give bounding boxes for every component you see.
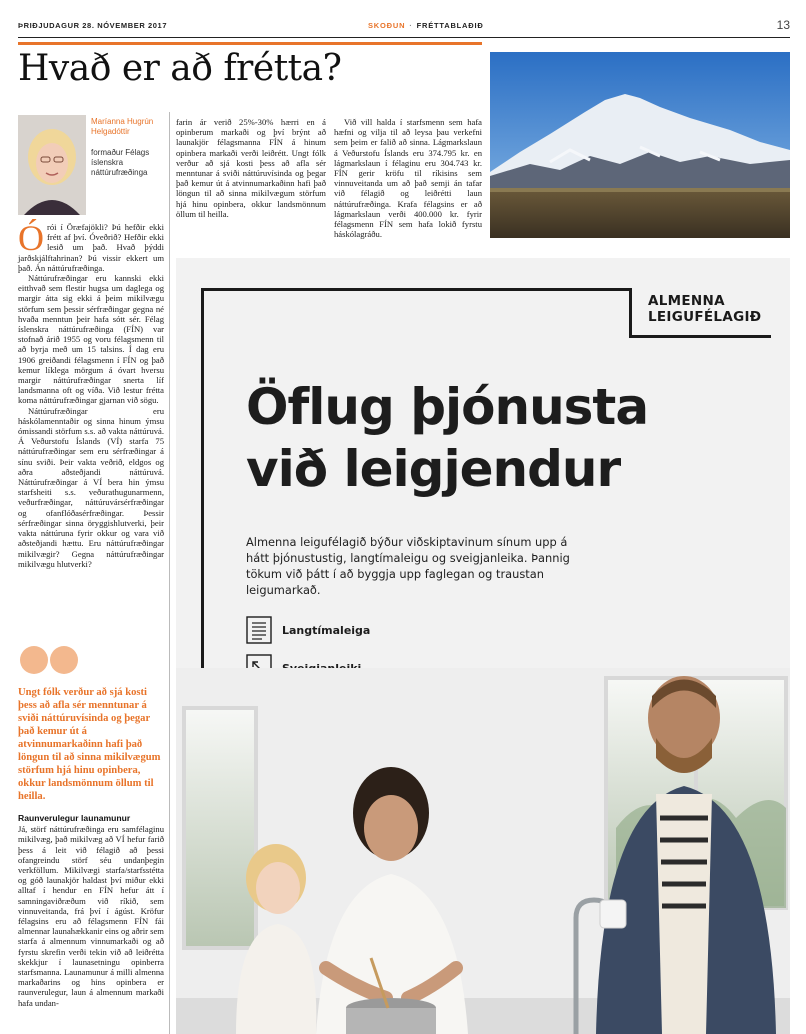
section-label — [368, 21, 484, 30]
paragraph: Við vill halda í starfsmenn sem hafa hæfni og vilja til að leysa þau verkefni sem þeim er falið að sinna. Lágmarkslaun á Veðurstofu Íslands eru 374.795 kr. en lágmarkslaun í félaginu eru 304.743 kr. FÍN gerir kröfu til ríkisins sem vinnuveitanda um að það semji án tafar við félagið og leiðrétti laun náttúrufræðinga. Krafa félagsins er að lágmarkslaun verði 400.000 kr. fyrir félagsmenn FÍN sem hafa lokið fyrstu háskólagráðu. — [334, 117, 482, 240]
subheading: Raunverulegur launamunur — [18, 813, 131, 823]
article-column-3 — [334, 117, 482, 239]
paragraph: Náttúrufræðingar eru háskólamenntaðir og sinna hinum ýmsu ómissandi störfum s.s. að vakta náttúruvá. Á Veðurstofu Íslands (VÍ) starfa 75 náttúrufræðingar sem eru sérfræðingar á sínu sviði. Þeir vakta veðrið, eldgos og aðra aðsteðjandi náttúruvá. Náttúrufræðingar á VÍ bera hin ýmsu starfsheiti s.s. veðurathugunarmenn, veðurfræðingar, náttúruvársérfræðingar og ofanflóðasérfræðingar. Þessir sérfræðingar sinna öryggishlutverki, þeir vakta náttúruna fyrir okkur og vara við aðsteðjandi hættu. Eru náttúrufræðingar mikilvægir? Gegna náttúrufræðingar mikilvægu hlutverki? — [18, 405, 164, 569]
section-separator: · — [409, 21, 413, 30]
author-role: formaður Félags íslenskra náttúrufræðinga — [91, 148, 150, 177]
paragraph: Náttúrufræðingar eru kannski ekki eitthvað sem flestir hugsa um daglega og margir átta sig ekki á þeim mikilvægu störfum sem þessir sérfræðingar gegna né hvaða menntun þeir hafa sótt sér. Félag íslenskra náttúrufræðinga (FÍN) var stofnað árið 1955 og voru félagsmenn til að byrja með um 15 talsins. Í dag eru 1906 greiðandi félagsmenn í FÍN og það kemur líklega mörgum á óvart hversu margir náttúrufræðingar snerta líf landsmanna oft og víða. Við lestur frétta koma náttúrufræðingar gjarnan við sögu. — [18, 273, 164, 406]
article-column-1 — [18, 218, 164, 569]
pull-quote: Ungt fólk verður að sjá kosti þess að afla sér menntunar á sviði náttúruvísinda og þegar það kemur út á atvinnumarkaðinn hafi það löngun til að sinna mikilvægum störfum hjá hinu opinbera, okkur landsmönnum öllum til heilla. — [18, 687, 161, 802]
page-number: 13 — [776, 18, 790, 32]
headline-accent-rule — [18, 42, 482, 45]
family-kitchen-photo — [176, 668, 790, 1034]
column-divider — [169, 112, 170, 1034]
ad-description: Almenna leigufélagið býður viðskiptavinum sínum upp á hátt þjónustustig, langtímaleigu og sveigjanleika. Þannig tökum við þátt í að byggja upp faglegan og traustan leigumarkað. — [246, 535, 570, 597]
author-portrait — [18, 115, 86, 215]
quote-mark-icon — [18, 645, 84, 675]
ad-headline-line-1: Öflug þjónusta — [246, 378, 649, 436]
paragraph: rói í Öræfajökli? Þú hefðir ekki frétt af því. Óveðrið? Hefðir ekki lesið um það. Hvað þýddi jarðskjálftahrinan? Þú vissir ekkert um það. Án náttúrufræðinga. — [18, 222, 164, 273]
article-title: Hvað er að frétta? — [18, 48, 342, 89]
ad-logo — [648, 293, 761, 325]
section-primary: SKOÐUN — [368, 21, 406, 30]
paragraph: Já, störf náttúrufræðinga eru samfélaginu mikilvæg, það mikilvæg að VÍ hefur farið þess á leit við félagið að þessi ofangreindu störf séu undanþegin verkföllum. Mikilvægi starfa/starfsstétta og góð launakjör haldast því miður ekki alltaf í hendur en FÍN hefur átt í samningaviðræðum við ríkið, sem vinnuveitanda, frá því í ágúst. Kröfur félagsins eru að félagsmenn FÍN fái almennar launahækkanir eins og aðrir sem starfa á almennum vinnumarkaði og að fyrstu skrefin verði tekin við að leiðrétta skekkjur í launasetningu opinberra starfsmanna. Launamunur á milli almenna markaðarins og hins opinbera er raunverulegur, laun á almennum markaði hafa undan- — [18, 824, 164, 1008]
document-lines-icon — [246, 616, 272, 644]
article-column-1-continued — [18, 813, 164, 1008]
advertisement — [176, 258, 790, 1034]
issue-date: ÞRIÐJUDAGUR 28. NÓVEMBER 2017 — [18, 21, 168, 30]
glacier-landscape-photo — [490, 52, 790, 238]
author-name: Maríanna Hugrún Helgadóttir — [91, 117, 154, 136]
section-secondary: FRÉTTABLAÐIÐ — [416, 21, 484, 30]
ad-feature-label: Langtímaleiga — [282, 624, 371, 637]
glacier-landscape-image — [490, 52, 790, 238]
ad-logo-line-1: ALMENNA — [648, 293, 725, 309]
article-column-2 — [176, 117, 326, 219]
page-header — [18, 18, 790, 38]
dropcap-letter: Ó — [18, 218, 44, 258]
ad-logo-line-2: LEIGUFÉLAGIÐ — [648, 309, 762, 325]
author-portrait-image — [18, 115, 86, 215]
ad-headline — [246, 376, 648, 500]
ad-headline-line-2: við leigjendur — [246, 440, 621, 498]
paragraph: farin ár verið 25%-30% hærri en á opinberum markaði og því brýnt að launakjör félagsmanna FÍN á hinum opinbera markaði verði leiðrétt. Ungt fólk verður að sjá kosti þess að afla sér menntunar á sviði náttúruvísinda og þegar það kemur út á atvinnumarkaðinn hafi það löngun til að sinna mikilvægum störfum hjá hinu opinbera, okkur landsmönnum öllum til heilla. — [176, 117, 326, 219]
